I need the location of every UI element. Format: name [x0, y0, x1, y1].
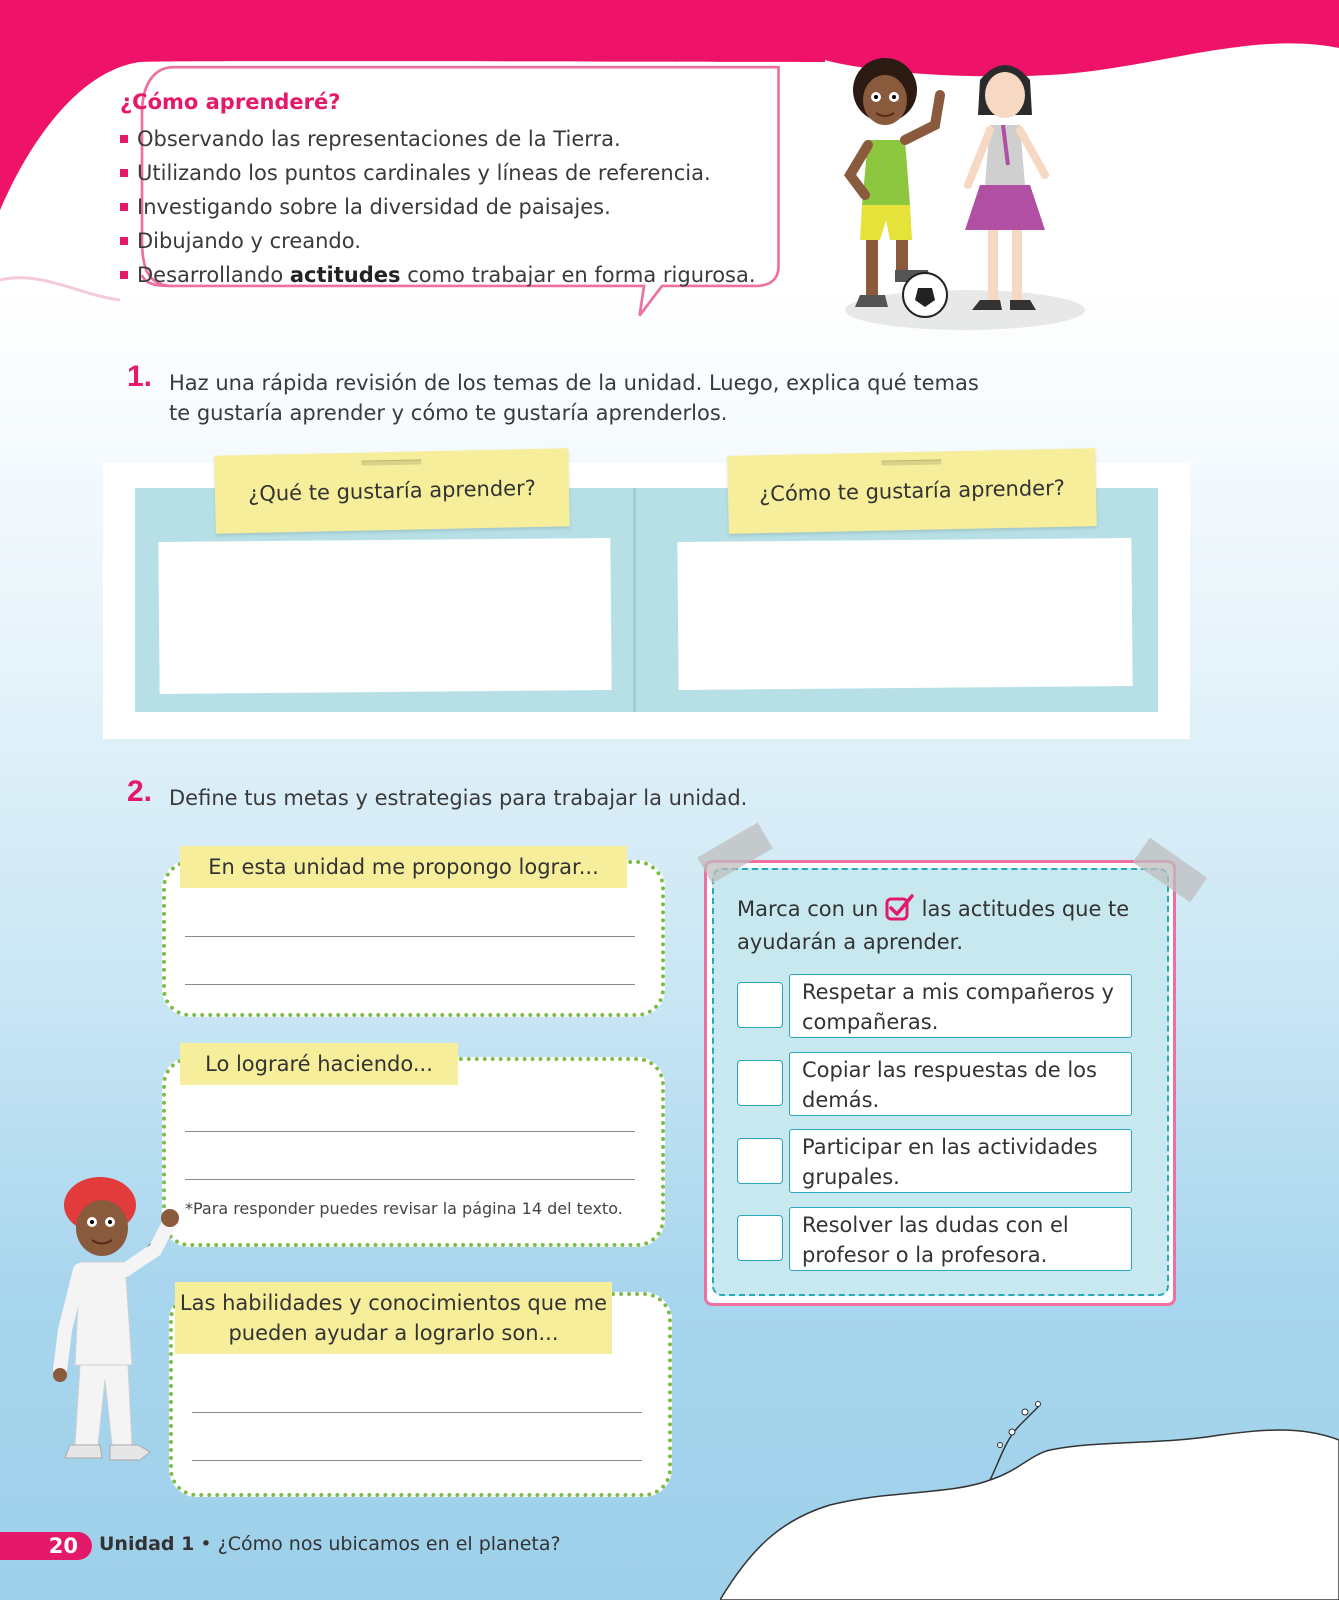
notebook-spine — [633, 488, 636, 712]
question-number: 1. — [127, 360, 153, 393]
learning-methods — [120, 90, 820, 292]
section-title: ¿Cómo aprenderé? — [120, 90, 341, 114]
bullet-item: Desarrollando actitudes como trabajar en forma rigurosa. — [120, 258, 820, 292]
hint-note: *Para responder puedes revisar la página 14 del texto. — [185, 1199, 623, 1218]
writing-line[interactable] — [185, 1179, 635, 1180]
bullet-item: Investigando sobre la diversidad de paisajes. — [120, 190, 820, 224]
option-participate: Participar en las actividades grupales. — [789, 1129, 1132, 1193]
option-copy: Copiar las respuestas de los demás. — [789, 1052, 1132, 1116]
bullet-square-icon — [120, 203, 128, 211]
bullet-item: Observando las representaciones de la Tierra. — [120, 122, 820, 156]
option-resolve: Resolver las dudas con el profesor o la profesora. — [789, 1207, 1132, 1271]
bullet-square-icon — [120, 169, 128, 177]
bullet-item: Utilizando los puntos cardinales y líneas de referencia. — [120, 156, 820, 190]
writing-line[interactable] — [192, 1460, 642, 1461]
sticky-note-what: ¿Qué te gustaría aprender? — [214, 448, 570, 533]
writing-line[interactable] — [192, 1412, 642, 1413]
checkbox-checked-icon — [885, 893, 915, 921]
answer-box-what[interactable] — [158, 538, 611, 694]
strategy-card — [162, 1057, 665, 1247]
answer-box-how[interactable] — [677, 538, 1132, 690]
question-number: 2. — [127, 775, 153, 808]
option-respect: Respetar a mis compañeros y compañeras. — [789, 974, 1132, 1038]
strategy-label: Lo lograré haciendo... — [180, 1043, 458, 1085]
writing-line[interactable] — [185, 936, 635, 937]
checkbox-participate[interactable] — [737, 1138, 783, 1184]
clip-icon — [881, 459, 941, 465]
sticky-note-how: ¿Cómo te gustaría aprender? — [727, 448, 1097, 534]
children-illustration — [840, 45, 1100, 335]
bullet-square-icon — [120, 135, 128, 143]
writing-line[interactable] — [185, 984, 635, 985]
goal-label: En esta unidad me propongo lograr... — [180, 846, 627, 888]
boy-turban-illustration — [50, 1170, 190, 1480]
question-text: Define tus metas y estrategias para trabajar la unidad. — [169, 786, 748, 810]
question-text: Haz una rápida revisión de los temas de la unidad. Luego, explica qué temas te gustaría aprender y cómo te gustaría aprenderlos. — [169, 371, 979, 425]
coastline-map — [720, 1400, 1339, 1600]
checkbox-copy[interactable] — [737, 1060, 783, 1106]
clip-icon — [361, 459, 421, 465]
writing-line[interactable] — [185, 1131, 635, 1132]
checkbox-respect[interactable] — [737, 982, 783, 1028]
checkbox-resolve[interactable] — [737, 1215, 783, 1261]
bullet-square-icon — [120, 271, 128, 279]
footer-unit-title: Unidad 1 • ¿Cómo nos ubicamos en el planeta? — [99, 1533, 561, 1555]
checklist-prompt: Marca con un las actitudes que te ayudarán a aprender. — [737, 893, 1157, 959]
bullet-item: Dibujando y creando. — [120, 224, 820, 258]
bullet-square-icon — [120, 237, 128, 245]
skills-label: Las habilidades y conocimientos que me pueden ayudar a lograrlo son... — [175, 1282, 612, 1354]
page-number: 20 — [0, 1532, 92, 1560]
